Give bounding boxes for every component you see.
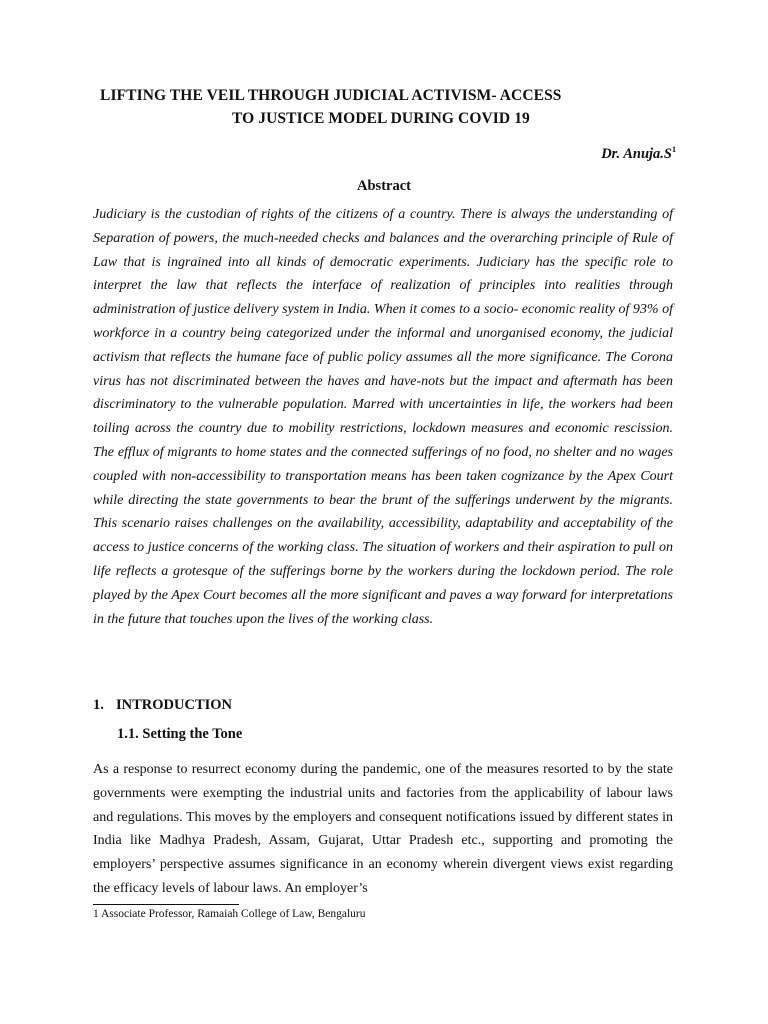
abstract-text: Judiciary is the custodian of rights of the citizens of a country. There is always the understanding of Separation of powers, the much-needed checks and balances and the overarching principle of Rule of Law that is ingrained into all kinds of democratic experiments. Judiciary has the specific role to interpret the law that reflects the interface of realization of principles into realities through administration of justice delivery system in India. When it comes to a socio- economic reality of 93% of workforce in a country being categorized under the informal and unorganised economy, the judicial activism that reflects the humane face of public policy assumes all the more significance. The Corona virus has not discriminated between the haves and have-nots but the impact and aftermath has been discriminatory to the vulnerable population. Marred with uncertainties in life, the workers had been toiling across the country due to mobility restrictions, lockdown measures and economic rescission. The efflux of migrants to home states and the connected sufferings of no food, no shelter and no wages coupled with non-accessibility to transportation means has been taken cognizance by the Apex Court while directing the state governments to bear the brunt of the sufferings underwent by the migrants. This scenario raises challenges on the availability, accessibility, adaptability and acceptability of the access to justice concerns of the working class. The situation of workers and their aspiration to pull on life reflects a grotesque of the sufferings borne by the workers during the lockdown period. The role played by the Apex Court becomes all the more significant and paves a way forward for interpretations in the future that touches upon the lives of the working class. — [93, 207, 673, 627]
footnote: 1 Associate Professor, Ramaiah College of Law, Bengaluru — [93, 908, 366, 920]
section-heading-introduction — [93, 697, 232, 714]
subsection-heading: 1.1. Setting the Tone — [117, 726, 243, 742]
section-number: 1. — [93, 697, 104, 713]
paper-title-line-1: LIFTING THE VEIL THROUGH JUDICIAL ACTIVISM- ACCESS — [100, 87, 562, 104]
footnote-divider — [93, 904, 239, 905]
introduction-paragraph: As a response to resurrect economy during the pandemic, one of the measures resorted to by the state governments were exempting the industrial units and factories from the applicability of labour laws and regulations. This moves by the employers and consequent notifications issued by different states in India like Madhya Pradesh, Assam, Gujarat, Uttar Pradesh etc., supporting and promoting the employers’ perspective assumes significance in an economy wherein divergent views exist regarding the efficacy levels of labour laws. An employer’s — [93, 762, 673, 896]
section-title: INTRODUCTION — [116, 697, 233, 713]
author-footnote-mark: 1 — [672, 145, 676, 154]
author-name — [601, 145, 676, 163]
author-name-text: Dr. Anuja.S — [601, 146, 672, 162]
paper-title-line-2: TO JUSTICE MODEL DURING COVID 19 — [232, 110, 530, 127]
abstract-heading: Abstract — [357, 178, 411, 194]
